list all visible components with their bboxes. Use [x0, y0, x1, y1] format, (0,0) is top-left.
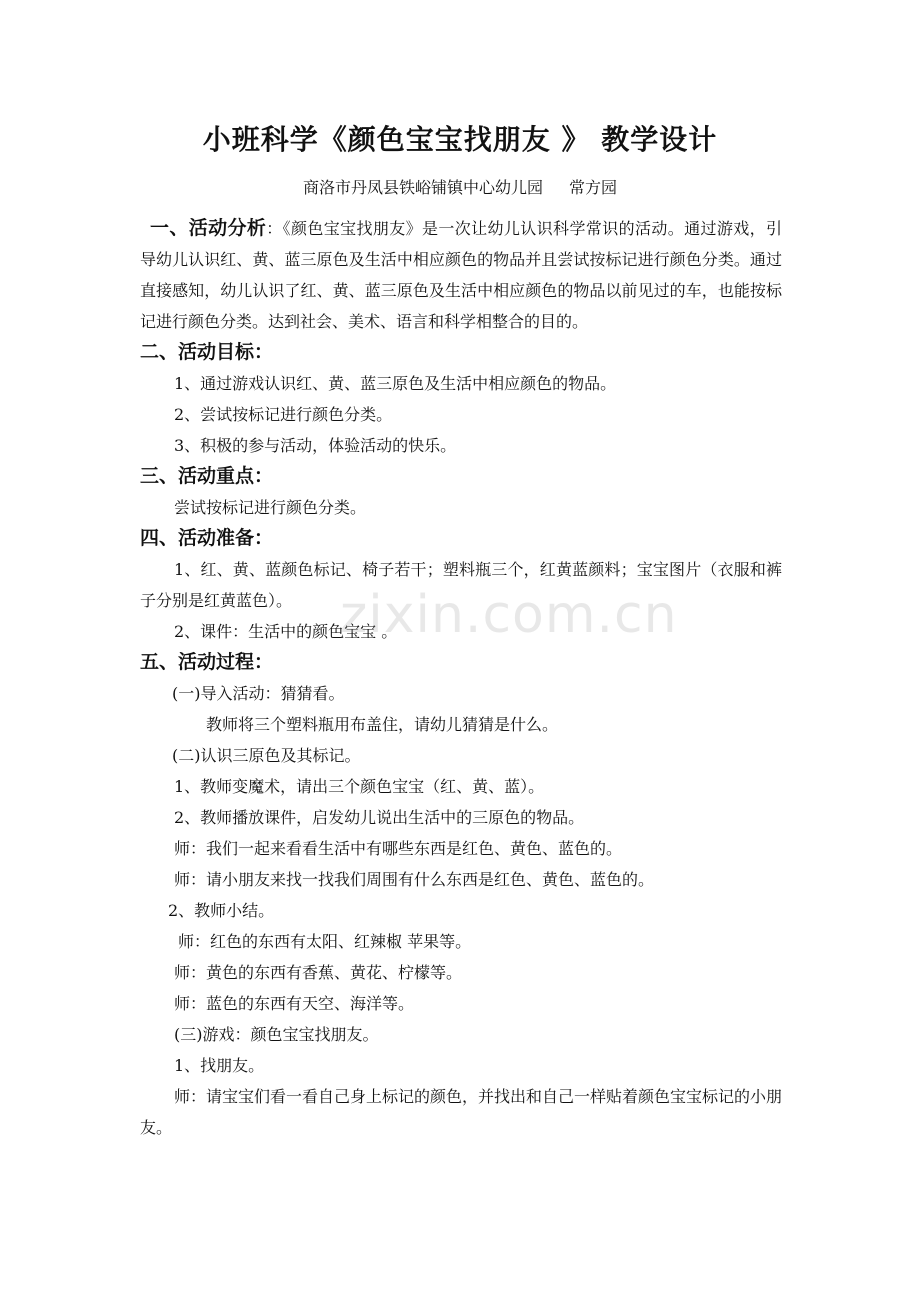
process-line: (二)认识三原色及其标记。 [172, 746, 361, 765]
goal-item: 2、尝试按标记进行颜色分类。 [174, 405, 393, 424]
section-analysis [140, 213, 782, 337]
document-author [0, 175, 920, 198]
process-line: 师：蓝色的东西有天空、海洋等。 [174, 994, 415, 1013]
process-line: (三)游戏：颜色宝宝找朋友。 [174, 1025, 379, 1044]
preparation-item: 1、红、黄、蓝颜色标记、椅子若干；塑料瓶三个，红黄蓝颜料；宝宝图片（衣服和裤子分别是红黄蓝色）。 [140, 560, 782, 610]
section-heading-goals: 二、活动目标： [140, 341, 274, 363]
section-heading-preparation: 四、活动准备： [140, 527, 274, 549]
document-title: 小班科学《颜色宝宝找朋友 》 教学设计 [202, 123, 718, 156]
analysis-text: ：《颜色宝宝找朋友》是一次让幼儿认识科学常识的活动。通过游戏，引导幼儿认识红、黄、蓝三原色及生活中相应颜色的物品并且尝试按标记进行颜色分类。通过直接感知，幼儿认识了红、黄、蓝三原色及生活中相应颜色的物品以前见过的车，也能按标记进行颜色分类。达到社会、美术、语言和科学相整合的目的。 [140, 219, 782, 331]
process-line: 师：请宝宝们看一看自己身上标记的颜色，并找出和自己一样贴着颜色宝宝标记的小朋友。 [140, 1087, 783, 1137]
process-line: 教师将三个塑料瓶用布盖住，请幼儿猜猜是什么。 [206, 715, 559, 734]
section-heading-process: 五、活动过程： [140, 651, 274, 673]
process-line: 师：黄色的东西有香蕉、黄花、柠檬等。 [174, 963, 463, 982]
process-line: 2、教师播放课件，启发幼儿说出生活中的三原色的物品。 [174, 808, 585, 827]
goal-item: 3、积极的参与活动，体验活动的快乐。 [174, 436, 457, 455]
author-organization: 商洛市丹凤县铁峪铺镇中心幼儿园 [302, 178, 543, 197]
process-line: 2、教师小结。 [168, 901, 275, 920]
process-line: 师：我们一起来看看生活中有哪些东西是红色、黄色、蓝色的。 [174, 839, 623, 858]
watermark: zixin.com.cn [340, 585, 678, 645]
process-line: (一)导入活动：猜猜看。 [172, 684, 345, 703]
process-line: 师：红色的东西有太阳、红辣椒 苹果等。 [178, 932, 472, 951]
document-body [140, 213, 782, 1143]
preparation-item: 2、课件：生活中的颜色宝宝 。 [174, 622, 398, 641]
focus-text: 尝试按标记进行颜色分类。 [174, 498, 367, 517]
process-line: 师：请小朋友来找一找我们周围有什么东西是红色、黄色、蓝色的。 [174, 870, 655, 889]
goal-item: 1、通过游戏认识红、黄、蓝三原色及生活中相应颜色的物品。 [174, 374, 617, 393]
author-name: 常方园 [569, 178, 618, 197]
section-heading-analysis: 一、活动分析 [150, 217, 267, 239]
process-line: 1、找朋友。 [174, 1056, 265, 1075]
section-heading-focus: 三、活动重点： [140, 465, 274, 487]
process-line: 1、教师变魔术，请出三个颜色宝宝（红、黄、蓝）。 [174, 777, 545, 796]
